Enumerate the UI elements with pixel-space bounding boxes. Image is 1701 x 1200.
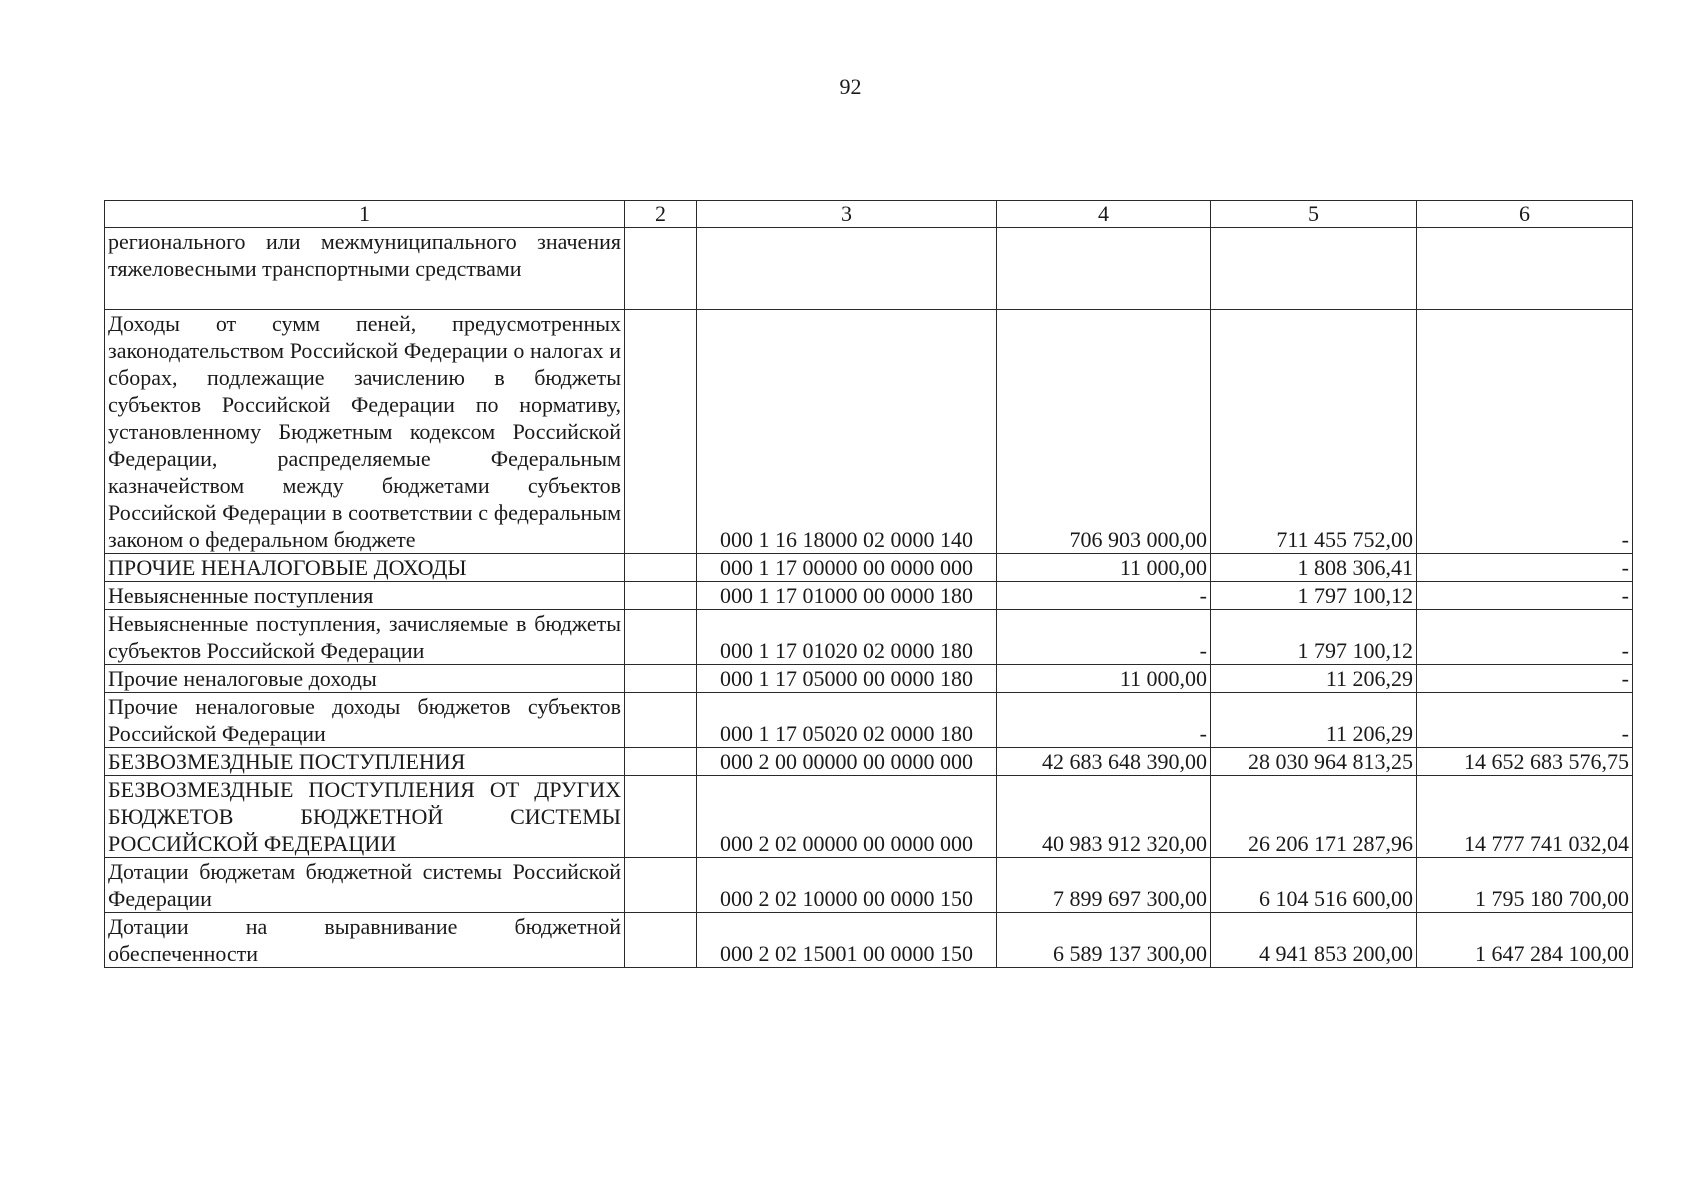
table-row: [105, 665, 1633, 693]
table-row: [105, 693, 1633, 748]
table-row: [105, 554, 1633, 582]
row-col5: 28 030 964 813,25: [1211, 748, 1417, 776]
table-row: [105, 913, 1633, 968]
row-col6: 1 647 284 100,00: [1417, 913, 1633, 968]
row-name: ПРОЧИЕ НЕНАЛОГОВЫЕ ДОХОДЫ: [105, 554, 625, 582]
row-code: 000 2 00 00000 00 0000 000: [697, 748, 997, 776]
row-col6: 1 795 180 700,00: [1417, 858, 1633, 913]
page-number: 92: [839, 74, 862, 99]
row-col6: -: [1417, 665, 1633, 693]
row-col6: 14 652 683 576,75: [1417, 748, 1633, 776]
row-col2: [625, 228, 697, 310]
row-code: 000 2 02 00000 00 0000 000: [697, 776, 997, 858]
revenue-table: [104, 200, 1633, 968]
row-col6: -: [1417, 610, 1633, 665]
row-col4: 11 000,00: [997, 665, 1211, 693]
table-row: [105, 610, 1633, 665]
column-header-2: 2: [625, 201, 697, 228]
row-col4: -: [997, 693, 1211, 748]
row-col2: [625, 610, 697, 665]
row-col6: -: [1417, 554, 1633, 582]
row-col4: -: [997, 582, 1211, 610]
row-name: Невыясненные поступления: [105, 582, 625, 610]
row-col5: 1 797 100,12: [1211, 610, 1417, 665]
row-name: БЕЗВОЗМЕЗДНЫЕ ПОСТУПЛЕНИЯ ОТ ДРУГИХ БЮДЖЕТОВ БЮДЖЕТНОЙ СИСТЕМЫ РОССИЙСКОЙ ФЕДЕРАЦИИ: [105, 776, 625, 858]
row-col2: [625, 913, 697, 968]
row-col6: -: [1417, 582, 1633, 610]
row-col2: [625, 858, 697, 913]
row-col4: 706 903 000,00: [997, 310, 1211, 554]
column-number-header: [105, 201, 1633, 228]
row-col2: [625, 665, 697, 693]
row-col5: 1 797 100,12: [1211, 582, 1417, 610]
row-col6: -: [1417, 310, 1633, 554]
row-name: Доходы от сумм пеней, предусмотренных законодательством Российской Федерации о налогах и сборах, подлежащие зачислению в бюджеты субъектов Российской Федерации по нормативу, установленному Бюджетным кодексом Российской Федерации, распределяемые Федеральным казначейством между бюджетами субъектов Российской Федерации в соответствии с федеральным законом о федеральном бюджете: [105, 310, 625, 554]
column-header-4: 4: [997, 201, 1211, 228]
row-col5: 4 941 853 200,00: [1211, 913, 1417, 968]
row-code: 000 1 17 01020 02 0000 180: [697, 610, 997, 665]
row-col6: -: [1417, 693, 1633, 748]
row-name: Дотации на выравнивание бюджетной обеспеченности: [105, 913, 625, 968]
row-name: БЕЗВОЗМЕЗДНЫЕ ПОСТУПЛЕНИЯ: [105, 748, 625, 776]
row-col2: [625, 693, 697, 748]
row-col2: [625, 776, 697, 858]
row-col5: 11 206,29: [1211, 693, 1417, 748]
row-col2: [625, 554, 697, 582]
row-col5: 1 808 306,41: [1211, 554, 1417, 582]
table-row: [105, 858, 1633, 913]
table-row: [105, 228, 1633, 310]
row-col6: 14 777 741 032,04: [1417, 776, 1633, 858]
row-col2: [625, 748, 697, 776]
row-name: Невыясненные поступления, зачисляемые в бюджеты субъектов Российской Федерации: [105, 610, 625, 665]
row-code: 000 1 17 05000 00 0000 180: [697, 665, 997, 693]
row-code: 000 1 16 18000 02 0000 140: [697, 310, 997, 554]
column-header-6: 6: [1417, 201, 1633, 228]
row-col4: [997, 228, 1211, 310]
row-code: 000 2 02 15001 00 0000 150: [697, 913, 997, 968]
row-col4: 11 000,00: [997, 554, 1211, 582]
row-name: Прочие неналоговые доходы бюджетов субъектов Российской Федерации: [105, 693, 625, 748]
row-code: 000 1 17 01000 00 0000 180: [697, 582, 997, 610]
row-col4: 40 983 912 320,00: [997, 776, 1211, 858]
row-col5: 6 104 516 600,00: [1211, 858, 1417, 913]
row-col2: [625, 310, 697, 554]
row-col5: 11 206,29: [1211, 665, 1417, 693]
row-code: [697, 228, 997, 310]
row-col2: [625, 582, 697, 610]
row-name: регионального или межмуниципального значения тяжеловесными транспортными средствами: [105, 228, 625, 310]
column-header-1: 1: [105, 201, 625, 228]
table-row: [105, 582, 1633, 610]
table-row: [105, 748, 1633, 776]
row-name: Дотации бюджетам бюджетной системы Российской Федерации: [105, 858, 625, 913]
row-col4: -: [997, 610, 1211, 665]
row-col5: [1211, 228, 1417, 310]
column-header-3: 3: [697, 201, 997, 228]
row-col4: 6 589 137 300,00: [997, 913, 1211, 968]
row-col5: 711 455 752,00: [1211, 310, 1417, 554]
row-col4: 42 683 648 390,00: [997, 748, 1211, 776]
row-col5: 26 206 171 287,96: [1211, 776, 1417, 858]
row-col4: 7 899 697 300,00: [997, 858, 1211, 913]
row-code: 000 1 17 00000 00 0000 000: [697, 554, 997, 582]
table-row: [105, 776, 1633, 858]
column-header-5: 5: [1211, 201, 1417, 228]
table-row: [105, 310, 1633, 554]
row-code: 000 1 17 05020 02 0000 180: [697, 693, 997, 748]
row-col6: [1417, 228, 1633, 310]
row-code: 000 2 02 10000 00 0000 150: [697, 858, 997, 913]
row-name: Прочие неналоговые доходы: [105, 665, 625, 693]
